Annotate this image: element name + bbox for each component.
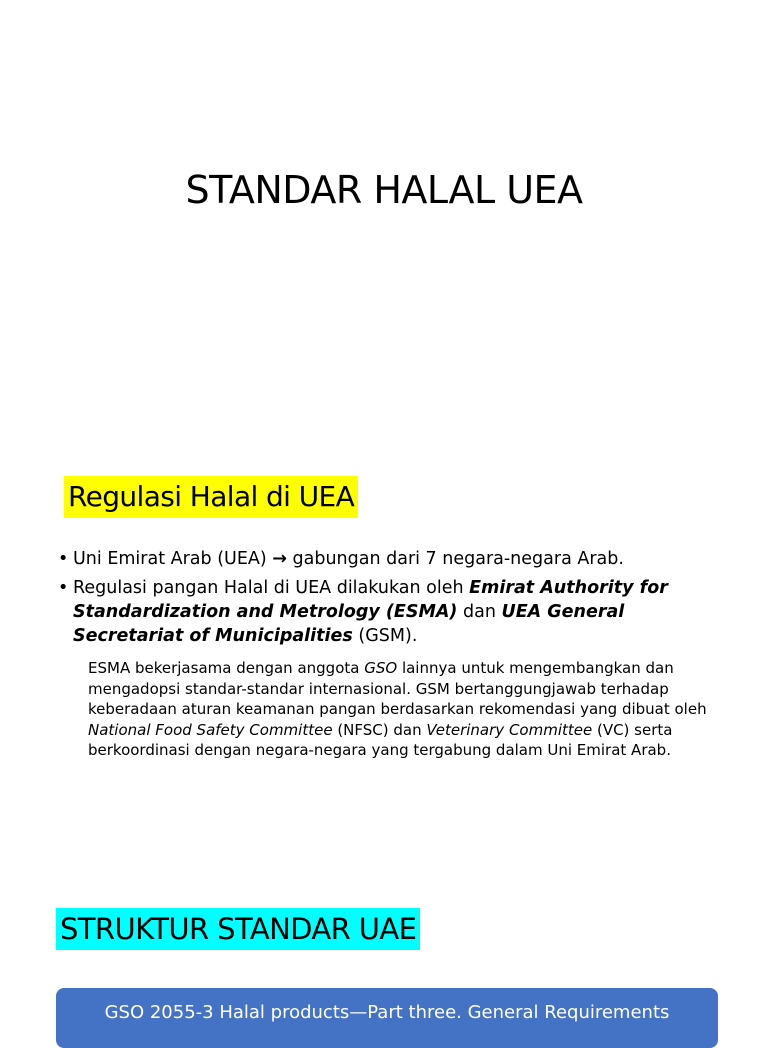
section-heading-struktur: STRUKTUR STANDAR UAE <box>56 908 420 950</box>
bullet-dot: • <box>58 578 69 598</box>
esma-name: Emirat Authority for Standardization and Metrology (ESMA) <box>73 578 668 622</box>
bullet-text: dan <box>457 602 502 622</box>
gsm-name: UEA General Secretariat of Municipalities <box>73 602 625 646</box>
bullet-text: Uni Emirat Arab (UEA) <box>73 549 273 569</box>
gso-banner: GSO 2055-3 Halal products—Part three. General Requirements <box>56 988 718 1048</box>
page-title: STANDAR HALAL UEA <box>185 168 583 212</box>
sub-text: lainnya untuk mengembangkan dan mengadopsi standar-standar internasional. GSM bertanggungjawab terhadap keberadaan aturan keamanan pangan berdasarkan rekomendasi yang dibuat oleh <box>88 659 707 718</box>
sub-text: (NFSC) dan <box>332 720 427 739</box>
bullet-list <box>58 547 718 653</box>
bullet-item <box>58 576 718 648</box>
vc-name: Veterinary Committee <box>426 720 593 739</box>
section-heading-regulasi: Regulasi Halal di UEA <box>64 476 358 518</box>
bullet-item <box>58 547 718 571</box>
bullet-text: gabungan dari 7 negara-negara Arab. <box>286 549 624 569</box>
bullet-dot: • <box>58 549 69 569</box>
bullet-text: (GSM). <box>352 626 418 646</box>
nfsc-name: National Food Safety Committee <box>88 720 333 739</box>
arrow-icon: → <box>272 549 287 569</box>
sub-paragraph <box>88 658 708 761</box>
sub-text: (VC) serta berkoordinasi dengan negara-negara yang tergabung dalam Uni Emirat Arab. <box>88 720 673 759</box>
bullet-text: Regulasi pangan Halal di UEA dilakukan oleh <box>73 578 470 598</box>
sub-text: ESMA bekerjasama dengan anggota <box>88 659 365 677</box>
gso-name: GSO <box>364 659 398 677</box>
